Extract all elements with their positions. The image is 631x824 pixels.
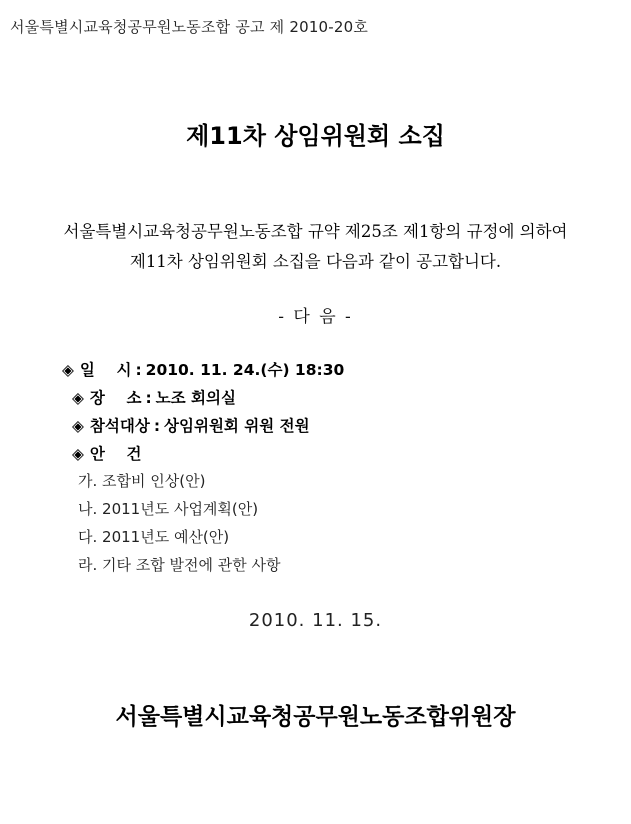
diamond-bullet-icon: ◈ — [72, 417, 84, 435]
intro-line-2: 제11차 상임위원회 소집을 다음과 같이 공고합니다. — [129, 252, 502, 271]
notice-number: 서울특별시교육청공무원노동조합 공고 제 2010-20호 — [10, 18, 369, 36]
detail-colon: : — [135, 361, 142, 379]
agenda-item: 나. 2011년도 사업계획(안) — [78, 500, 259, 518]
detail-colon: : — [145, 389, 152, 407]
diamond-bullet-icon: ◈ — [72, 445, 84, 463]
signature-line: 서울특별시교육청공무원노동조합위원장 — [115, 704, 516, 730]
detail-location — [72, 386, 236, 408]
detail-label: 참석대상 — [89, 417, 150, 435]
detail-agenda-heading — [72, 442, 141, 464]
agenda-item: 라. 기타 조합 발전에 관한 사항 — [78, 556, 281, 574]
detail-attendees — [72, 414, 310, 436]
detail-value: 상임위원회 위원 전원 — [164, 417, 310, 435]
agenda-item: 가. 조합비 인상(안) — [78, 472, 206, 490]
diamond-bullet-icon: ◈ — [72, 389, 84, 407]
section-separator: - 다 음 - — [278, 307, 353, 327]
issue-date: 2010. 11. 15. — [248, 610, 383, 631]
intro-line-1: 서울특별시교육청공무원노동조합 규약 제25조 제1항의 규정에 의하여 — [63, 222, 568, 241]
document-title: 제11차 상임위원회 소집 — [186, 122, 445, 150]
detail-datetime — [62, 358, 344, 380]
diamond-bullet-icon: ◈ — [62, 361, 74, 379]
detail-value: 노조 회의실 — [155, 389, 236, 407]
detail-label: 안 건 — [89, 445, 142, 463]
detail-label: 장 소 — [89, 389, 142, 407]
detail-label: 일 시 — [79, 361, 132, 379]
detail-value: 2010. 11. 24.(수) 18:30 — [145, 361, 345, 379]
detail-colon: : — [153, 417, 161, 435]
agenda-item: 다. 2011년도 예산(안) — [78, 528, 230, 546]
